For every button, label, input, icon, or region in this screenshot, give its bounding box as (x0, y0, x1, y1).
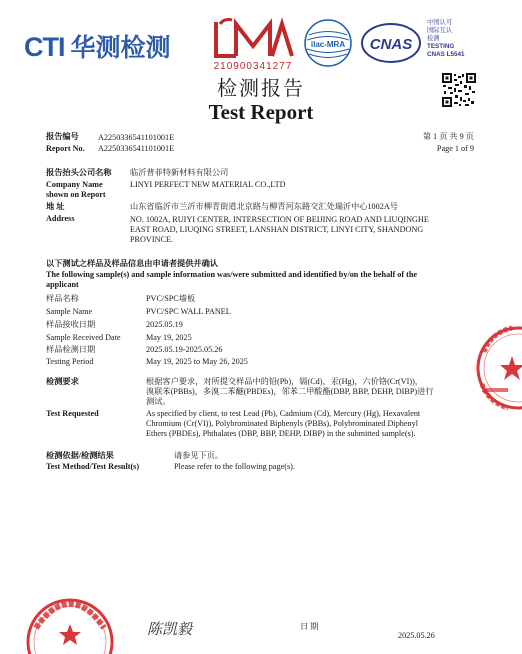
company-label-en: Company Name shown on Report (46, 180, 106, 199)
report-title-cn: 检测报告 (217, 78, 305, 100)
svg-text:ilac-MRA: ilac-MRA (310, 40, 346, 49)
report-title-en: Test Report (208, 100, 314, 124)
testing-date-cn: 2025.05.19-2025.05.26 (146, 345, 223, 354)
test-requested-label-en: Test Requested (46, 409, 99, 418)
result-label-en: Test Method/Test Result(s) (46, 462, 140, 471)
received-date-label-en: Sample Received Date (46, 333, 121, 342)
sample-intro-en: The following sample(s) and sample information was/were submitted and identified by/on the behalf of the applicant (46, 270, 418, 289)
cma-number: 210900341277 (213, 61, 293, 72)
page-number-cn: 第 1 页 共 9 页 (422, 132, 474, 141)
cma-logo (210, 16, 296, 62)
received-date-label-cn: 样品接收日期 (46, 320, 96, 329)
report-no-value-en: A2250336541101001E (98, 144, 175, 153)
cnas-logo (360, 22, 422, 64)
sample-name-cn: PVC/SPC墙板 (146, 294, 196, 303)
ilac-mra-logo (303, 18, 353, 68)
sample-name-en: PVC/SPC WALL PANEL (146, 307, 231, 316)
address-label-en: Address (46, 214, 75, 223)
requirement-value-cn: 根据客户要求，对所提交样品中的铅(Pb)，镉(Cd)，汞(Hg)，六价铬(Cr(VI))， 溴联苯(PBBs)，多溴二苯醚(PBDEs)，邻苯二甲酸酯(DBP, BBP, DEHP, DIBP)进行 测试。 (146, 377, 434, 406)
cti-logo: CTI 华测检测 (24, 32, 171, 62)
received-date-en: May 19, 2025 (146, 333, 192, 342)
sample-name-label-en: Sample Name (46, 307, 93, 316)
company-label-cn: 报告抬头公司名称 (46, 168, 112, 177)
address-value-cn: 山东省临沂市兰沂市柳青街道北京路与柳青河东路交汇处瑞沂中心1002A号 (130, 202, 398, 211)
result-label-cn: 检测依据/检测结果 (46, 451, 114, 460)
result-value-en: Please refer to the following page(s). (174, 462, 295, 471)
testing-date-label-cn: 样品检测日期 (46, 345, 96, 354)
svg-text:CNAS: CNAS (369, 36, 413, 53)
company-value-en: LINYI PERFECT NEW MATERIAL CO.,LTD (130, 180, 286, 189)
report-no-label-en: Report No. (46, 144, 85, 153)
testing-period-label-en: Testing Period (46, 357, 94, 366)
date-label: 日 期 (300, 622, 319, 631)
company-value-cn: 临沂普菲特新材料有限公司 (130, 168, 229, 177)
sample-name-label-cn: 样品名称 (46, 294, 79, 303)
test-requested-value-en: As specified by client, to test Lead (Pb), Cadmium (Cd), Mercury (Hg), Hexavalent Chromium (Cr(VI)), Polybrominated Biphenyls (PBBs), Polybrominated Diphenyl Ethers (PBDEs), Phthalates (DBP, BBP, DEHP, DIBP) in the submitted sample(s). (146, 409, 421, 438)
result-value-cn: 请参见下页。 (174, 451, 224, 460)
received-date-cn: 2025.05.19 (146, 320, 183, 329)
cnas-accreditation-text: 中国认可 国际互认 检测 TESTING CNAS L5541 (427, 19, 465, 58)
address-label-cn: 地 址 (46, 202, 65, 211)
page-number-en: Page 1 of 9 (436, 144, 474, 153)
report-no-value-cn: A2250336541101001E (98, 133, 175, 142)
testing-period-en: May 19, 2025 to May 26, 2025 (146, 357, 248, 366)
address-value-en: NO. 1002A, RUIYI CENTER, INTERSECTION OF BEIJING ROAD AND LIUQINGHE EAST ROAD, LIUQING STREET, LANSHAN DISTRICT, LINYI CITY, SHANDONG PROVINCE. (130, 215, 429, 244)
report-no-label-cn: 报告编号 (46, 132, 79, 141)
inspection-seal-stamp (22, 594, 118, 654)
sample-intro-cn: 以下测试之样品及样品信息由申请者提供并确认 (46, 259, 218, 268)
company-seal-stamp (472, 322, 522, 414)
date-value: 2025.05.26 (398, 631, 435, 640)
signature: 陈凯毅 (147, 622, 193, 638)
requirement-label-cn: 检测要求 (46, 377, 79, 386)
